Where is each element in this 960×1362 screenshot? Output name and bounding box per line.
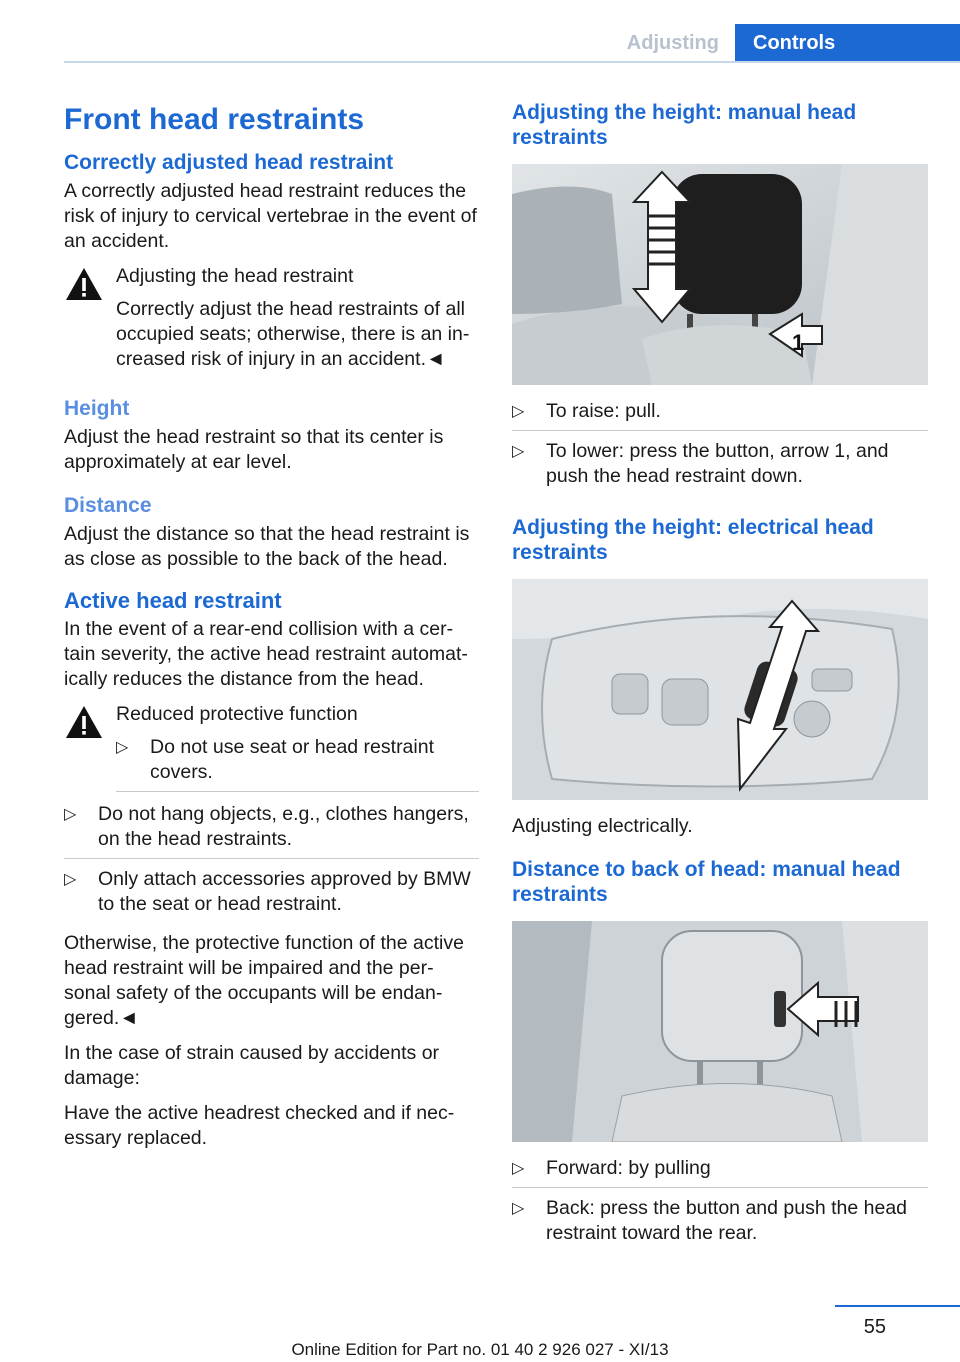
height-text: Adjust the head restraint so that its center is approximately at ear level. [64,426,444,473]
electric-caption: Adjusting electrically. [512,815,693,837]
list-item: ▷ Forward: by pulling [512,1156,928,1188]
list-item: ▷ Do not use seat or head restraint covers. [116,735,479,792]
distance-list [512,1156,928,1252]
list-item: ▷ To raise: pull. [512,399,928,431]
active-text: In the event of a rear-end collision with a cer-tain severity, the active head restraint automat-ically reduces the distance from the head. [64,618,468,690]
bullet-icon: ▷ [512,1200,525,1217]
list-item: ▷ To lower: press the button, arrow 1, and push the head restraint down. [512,440,889,487]
figure-callout-label: 1 [792,330,805,355]
header-rule [64,61,960,63]
bullet-icon: ▷ [64,806,77,823]
page-header [0,24,960,62]
list-item: ▷ Only attach accessories approved by BMW to the seat or head restraint. [64,868,471,915]
warning-icon [64,704,104,740]
figure-manual-head-restraint [512,164,928,385]
warning-list [116,735,479,792]
page-title: Front head restraints [64,103,365,136]
header-section-title: Adjusting [626,32,719,54]
warning-block-reduced [64,702,479,792]
list-item: ▷ Back: press the button and push the head restraint toward the rear. [512,1197,908,1244]
footer-rule [835,1305,960,1307]
figure-electric-switch [512,579,928,800]
warning-icon [64,266,104,302]
warning-text-body: Correctly adjust the head restraints of all occupied seats; otherwise, there is an in-creased risk of injury in an accident.◄ [116,298,470,370]
head-restraint-distance-illustration [512,921,928,1142]
correct-text: A correctly adjusted head restraint reduces the risk of injury to cervical vertebrae in the event of an accident. [64,180,477,252]
bullet-icon: ▷ [512,1160,525,1177]
bullet-icon: ▷ [64,871,77,888]
list-item: ▷ Do not hang objects, e.g., clothes hangers, on the head restraints. [64,802,479,859]
figure-distance-head-restraint [512,921,928,1142]
right-column [512,100,928,1260]
bullet-icon: ▷ [116,739,129,756]
distance-manual-heading: Distance to back of head: manual head restraints [512,858,901,906]
strain-text: In the case of strain caused by accidents or damage: [64,1042,440,1089]
seat-switch-illustration [512,579,928,800]
distance-heading: Distance [64,494,152,517]
bullet-icon: ▷ [512,403,525,420]
head-restraint-manual-illustration [512,164,928,385]
electric-height-heading: Adjusting the height: electrical head restraints [512,516,874,564]
left-column [64,100,479,1161]
page-number: 55 [863,1316,886,1338]
edition-line: Online Edition for Part no. 01 40 2 926 027 - XI/13 [291,1340,669,1359]
warning-title: Reduced protective function [116,703,358,725]
warning-block-adjusting [64,264,479,372]
distance-text: Adjust the distance so that the head restraint is as close as possible to the back of the head. [64,523,470,570]
warning-list-continued [64,802,479,923]
bullet-icon: ▷ [512,443,525,460]
warning-text [116,297,479,372]
height-heading: Height [64,397,130,420]
manual-height-heading: Adjusting the height: manual head restraints [512,101,857,149]
warning-title: Adjusting the head restraint [116,265,354,287]
active-heading: Active head restraint [64,588,282,613]
checked-text: Have the active headrest checked and if nec-essary replaced. [64,1102,455,1149]
manual-height-list [512,399,928,495]
header-chapter-tab: Controls [735,24,960,62]
correct-heading: Correctly adjusted head restraint [64,151,394,174]
warning-after-text: Otherwise, the protective function of the active head restraint will be impaired and the per-sonal safety of the occupants will be endan-gered.◄ [64,932,464,1029]
